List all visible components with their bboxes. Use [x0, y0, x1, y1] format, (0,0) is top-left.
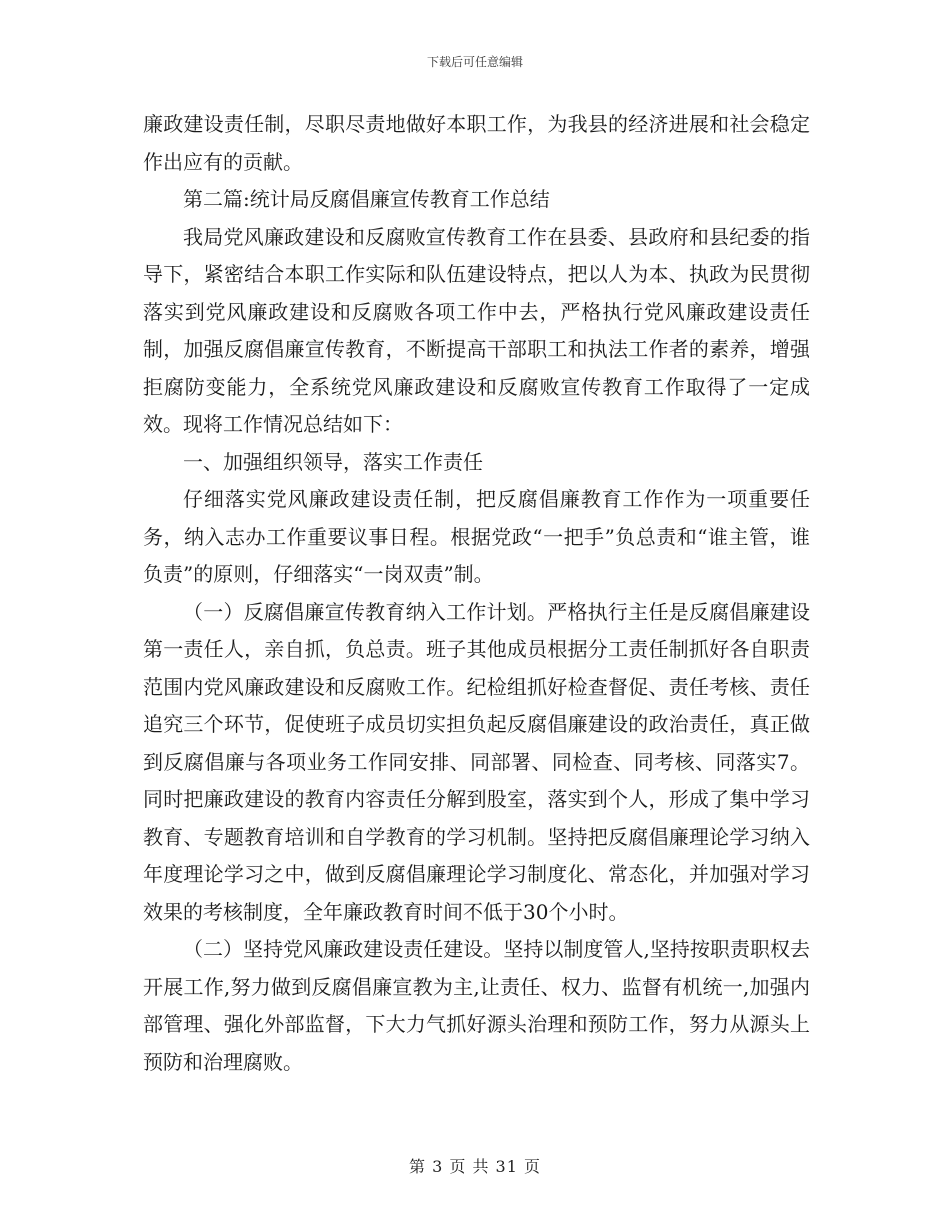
paragraph-responsibility-building: （二）坚持党风廉政建设责任建设。坚持以制度管人,坚持按职责职权去开展工作,努力做到反腐倡廉宣教为主,让责任、权力、监督有机统一,加强内部管理、强化外部监督，下大力气抓好源头治理和预防工作，努力从源头上预防和治理腐败。: [143, 937, 810, 1074]
heading-organization: 一、加强组织领导，落实工作责任: [183, 449, 483, 474]
document-body: [143, 106, 810, 1081]
paragraph-intro: 我局党风廉政建设和反腐败宣传教育工作在县委、县政府和县纪委的指导下，紧密结合本职工作实际和队伍建设特点，把以人为本、执政为民贯彻落实到党风廉政建设和反腐败各项工作中去，严格执行党风廉政建设责任制，加强反腐倡廉宣传教育，不断提高干部职工和执法工作者的素养，增强拒腐防变能力，全系统党风廉政建设和反腐败宣传教育工作取得了一定成效。现将工作情况总结如下：: [143, 224, 810, 436]
page-header: 下载后可任意编辑: [426, 55, 523, 69]
section-title: 第二篇:统计局反腐倡廉宣传教育工作总结: [183, 187, 550, 211]
paragraph-responsibility: 仔细落实党风廉政建设责任制，把反腐倡廉教育工作作为一项重要任务，纳入志办工作重要议事日程。根据党政“一把手”负总责和“谁主管，谁负责”的原则，仔细落实“一岗双责”制。: [143, 487, 810, 586]
paragraph-continuation: 廉政建设责任制，尽职尽责地做好本职工作，为我县的经济进展和社会稳定作出应有的贡献。: [143, 112, 810, 174]
page-number: 第 3 页 共 31 页: [409, 1157, 541, 1176]
paragraph-work-plan: （一）反腐倡廉宣传教育纳入工作计划。严格执行主任是反腐倡廉建设第一责任人，亲自抓，负总责。班子其他成员根据分工责任制抓好各自职责范围内党风廉政建设和反腐败工作。纪检组抓好检查督促、责任考核、责任追究三个环节，促使班子成员切实担负起反腐倡廉建设的政治责任，真正做到反腐倡廉与各项业务工作同安排、同部署、同检查、同考核、同落实7。同时把廉政建设的教育内容责任分解到股室，落实到个人，形成了集中学习教育、专题教育培训和自学教育的学习机制。坚持把反腐倡廉理论学习纳入年度理论学习之中，做到反腐倡廉理论学习制度化、常态化，并加强对学习效果的考核制度，全年廉政教育时间不低于30个小时。: [143, 599, 810, 924]
